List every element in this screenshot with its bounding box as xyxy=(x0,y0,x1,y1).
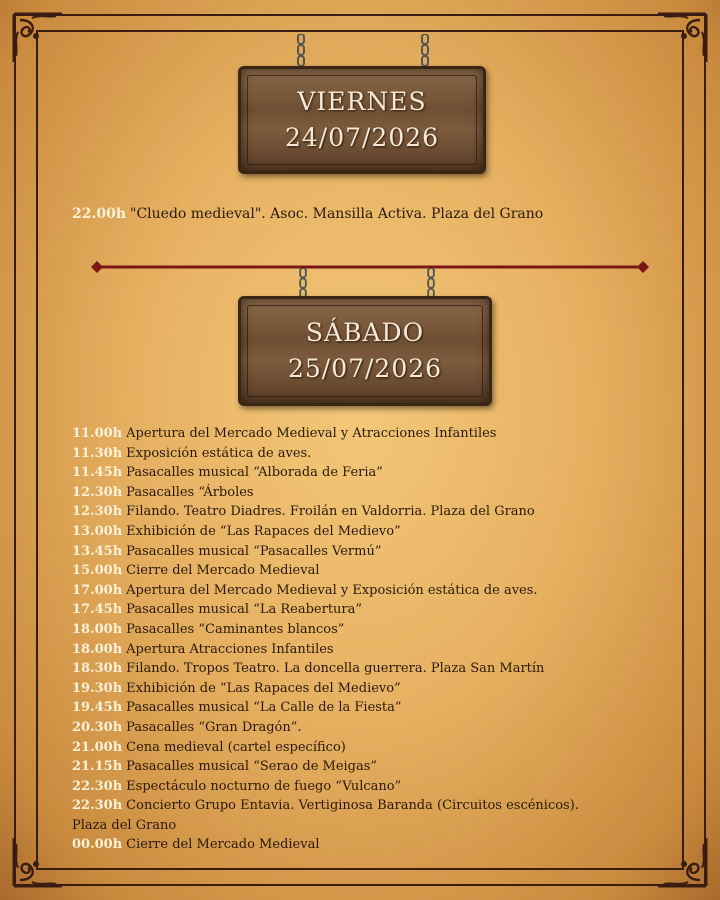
event-text: Filando. Teatro Diadres. Froilán en Valdorria. Plaza del Grano xyxy=(126,504,535,520)
list-item xyxy=(72,777,682,797)
friday-day: VIERNES xyxy=(297,87,427,116)
event-text: Pasacalles musical “La Calle de la Fiesta” xyxy=(126,700,402,716)
event-text: Plaza del Grano xyxy=(72,817,177,833)
list-item xyxy=(72,600,682,620)
event-text: Espectáculo nocturno de fuego “Vulcano” xyxy=(126,778,402,794)
event-time: 18.00h xyxy=(72,641,123,657)
list-item xyxy=(72,424,682,444)
event-text: "Cluedo medieval". Asoc. Mansilla Activa. Plaza del Grano xyxy=(130,206,544,222)
list-item xyxy=(72,796,682,816)
chain-icon xyxy=(420,34,430,70)
list-item xyxy=(72,542,682,562)
flourish-corner-icon xyxy=(10,834,66,890)
list-item xyxy=(72,659,682,679)
event-time: 15.00h xyxy=(72,563,123,579)
event-text: Apertura del Mercado Medieval y Exposición estática de aves. xyxy=(126,582,538,598)
event-time: 13.00h xyxy=(72,523,123,539)
list-item xyxy=(72,444,682,464)
saturday-day: SÁBADO xyxy=(305,318,425,347)
list-item xyxy=(72,620,682,640)
event-time: 00.00h xyxy=(72,837,123,853)
list-item xyxy=(72,561,682,581)
event-time: 13.45h xyxy=(72,543,123,559)
event-text: Pasacalles musical “Pasacalles Vermú” xyxy=(126,543,382,559)
event-text: Apertura Atracciones Infantiles xyxy=(126,641,334,657)
saturday-schedule xyxy=(72,424,682,855)
event-time: 21.15h xyxy=(72,759,123,775)
list-item xyxy=(72,581,682,601)
event-text: Pasacalles musical “Alborada de Feria” xyxy=(126,465,383,481)
event-time: 19.45h xyxy=(72,700,123,716)
event-text: Pasacalles musical “La Reabertura” xyxy=(126,602,363,618)
event-time: 22.00h xyxy=(72,206,127,222)
list-item xyxy=(72,640,682,660)
list-item xyxy=(72,718,682,738)
list-item-continuation xyxy=(72,816,682,836)
event-time: 20.30h xyxy=(72,719,123,735)
event-text: Exhibición de “Las Rapaces del Medievo” xyxy=(126,523,401,539)
event-time: 11.45h xyxy=(72,465,123,481)
flourish-corner-icon xyxy=(10,10,66,66)
event-time: 21.00h xyxy=(72,739,123,755)
event-text: Filando. Tropos Teatro. La doncella guerrera. Plaza San Martín xyxy=(126,661,545,677)
event-text: Cierre del Mercado Medieval xyxy=(126,837,320,853)
list-item xyxy=(72,502,682,522)
event-time: 12.30h xyxy=(72,504,123,520)
flourish-corner-icon xyxy=(654,10,710,66)
list-item xyxy=(72,206,543,222)
event-time: 12.30h xyxy=(72,484,123,500)
event-text: Cena medieval (cartel específico) xyxy=(126,739,346,755)
saturday-date: 25/07/2026 xyxy=(287,354,443,383)
event-text: Exposición estática de aves. xyxy=(126,445,312,461)
event-time: 18.30h xyxy=(72,661,123,677)
list-item xyxy=(72,463,682,483)
saturday-sign xyxy=(238,268,492,406)
event-time: 18.00h xyxy=(72,621,123,637)
event-text: Exhibición de “Las Rapaces del Medievo” xyxy=(126,680,401,696)
event-text: Concierto Grupo Entavia. Vertiginosa Baranda (Circuitos escénicos). xyxy=(126,798,579,814)
list-item xyxy=(72,698,682,718)
event-time: 22.30h xyxy=(72,798,123,814)
event-time: 11.00h xyxy=(72,426,123,441)
event-time: 17.45h xyxy=(72,602,123,618)
event-text: Pasacalles musical “Serao de Meigas” xyxy=(126,759,378,775)
event-text: Pasacalles “Gran Dragón”. xyxy=(126,719,302,735)
list-item xyxy=(72,522,682,542)
event-text: Pasacalles “Caminantes blancos” xyxy=(126,621,345,637)
event-text: Pasacalles “Árboles xyxy=(126,484,254,500)
friday-sign xyxy=(238,34,486,174)
event-text: Cierre del Mercado Medieval xyxy=(126,563,320,579)
event-time: 19.30h xyxy=(72,680,123,696)
event-time: 22.30h xyxy=(72,778,123,794)
event-time: 17.00h xyxy=(72,582,123,598)
list-item xyxy=(72,835,682,855)
event-time: 11.30h xyxy=(72,445,123,461)
list-item xyxy=(72,757,682,777)
sign-board xyxy=(238,296,492,406)
chain-icon xyxy=(296,34,306,70)
list-item xyxy=(72,483,682,503)
list-item xyxy=(72,679,682,699)
event-text: Apertura del Mercado Medieval y Atracciones Infantiles xyxy=(126,426,497,441)
friday-date: 24/07/2026 xyxy=(284,123,440,152)
sign-board xyxy=(238,66,486,174)
list-item xyxy=(72,738,682,758)
